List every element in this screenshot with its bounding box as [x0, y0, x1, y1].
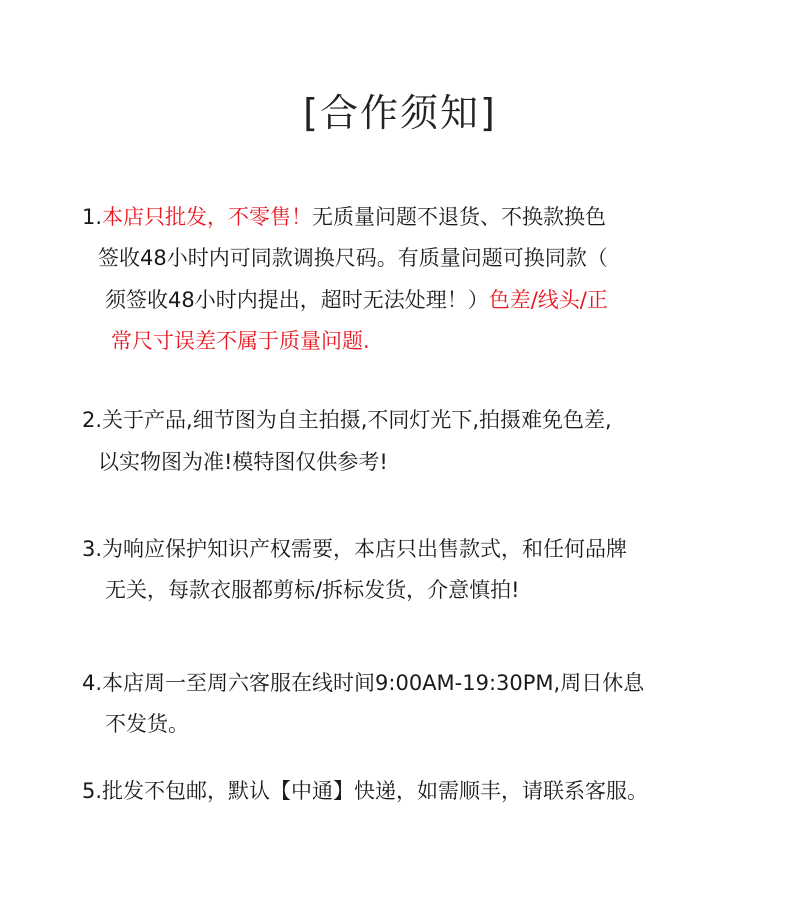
line-text: 5.批发不包邮，默认【中通】快递，如需顺丰，请联系客服。	[82, 779, 649, 803]
page-title: [合作须知]	[303, 91, 497, 135]
notice-2-line-1	[82, 405, 612, 435]
line-text: 以实物图为准!模特图仅供参考!	[98, 450, 388, 474]
notice-3-line-2	[105, 575, 520, 605]
line-text: 4.本店周一至周六客服在线时间9:00AM-19:30PM,周日休息	[82, 671, 645, 695]
line-text: 签收48小时内可同款调换尺码。有质量问题可换同款（	[98, 246, 608, 270]
not-quality-issue-highlight: 常尺寸误差不属于质量问题.	[111, 329, 370, 353]
wholesale-only-highlight: 本店只批发，不零售！	[102, 205, 313, 229]
line-text: 2.关于产品,细节图为自主拍摄,不同灯光下,拍摄难免色差,	[82, 408, 612, 432]
line-text: 不发货。	[105, 712, 189, 736]
item-number: 1.	[82, 205, 103, 229]
notice-1-line-4	[111, 326, 370, 356]
notice-1-line-3	[105, 285, 608, 315]
line-text: 无质量问题不退货、不换款换色	[312, 205, 607, 229]
line-text: 须签收48小时内提出，超时无法处理！）	[105, 288, 489, 312]
notice-3-line-1	[82, 534, 627, 564]
line-text: 3.为响应保护知识产权需要，本店只出售款式，和任何品牌	[82, 537, 628, 561]
notice-2-line-2	[98, 447, 388, 477]
notice-4-line-2	[105, 709, 189, 739]
notice-1-line-2	[98, 243, 608, 273]
notice-1-line-1	[82, 202, 606, 232]
line-text: 无关，每款衣服都剪标/拆标发货，介意慎拍!	[105, 578, 520, 602]
notice-4-line-1	[82, 668, 644, 698]
color-diff-highlight: 色差/线头/正	[488, 288, 608, 312]
notice-5-line-1	[82, 776, 648, 806]
